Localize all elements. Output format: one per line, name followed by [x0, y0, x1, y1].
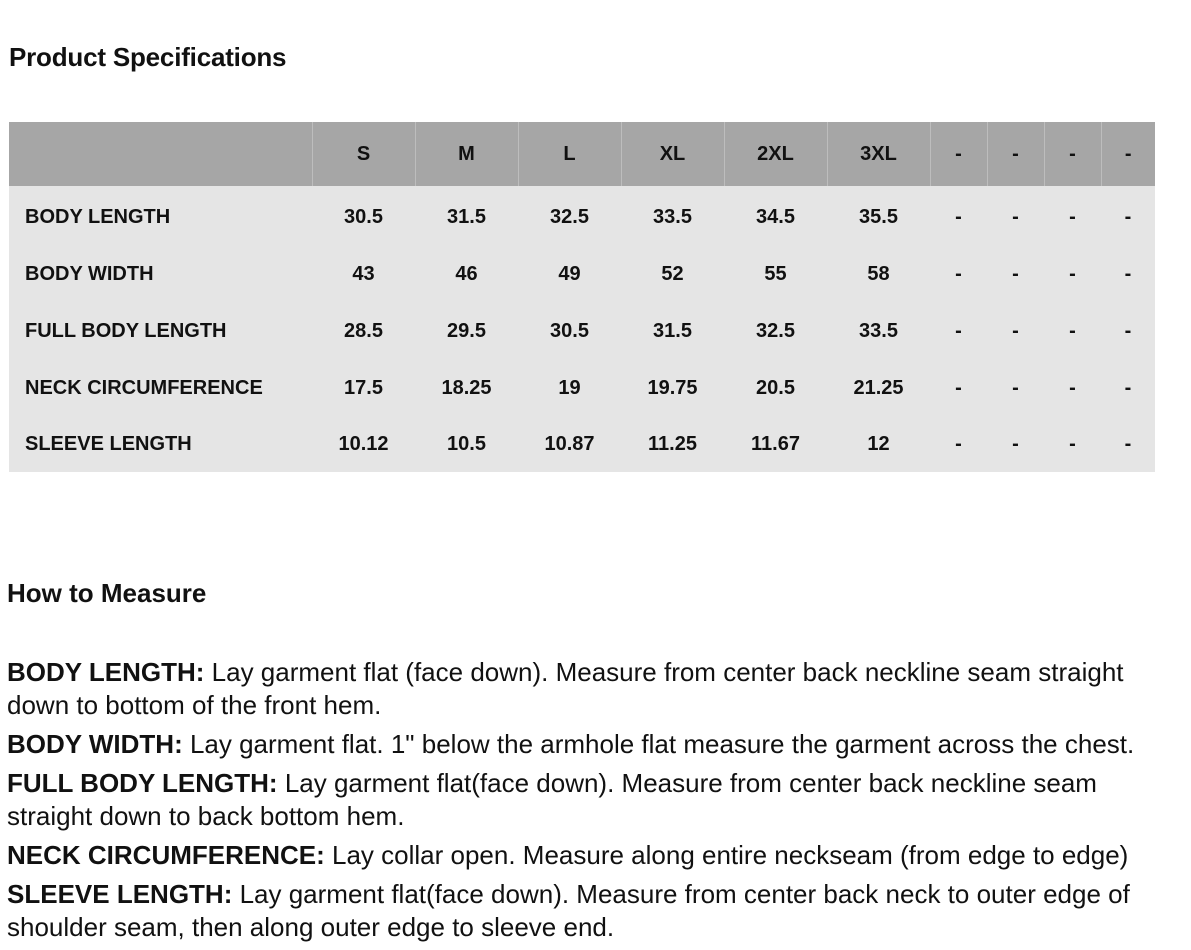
table-cell: -	[1044, 417, 1101, 472]
table-row	[9, 246, 1155, 303]
header-label-cell	[9, 122, 312, 186]
measure-instructions	[7, 656, 1187, 950]
instruction-term: SLEEVE LENGTH:	[7, 879, 233, 909]
row-label: NECK CIRCUMFERENCE	[9, 360, 312, 417]
instruction-item	[7, 839, 1187, 872]
table-cell: -	[930, 360, 987, 417]
table-cell: -	[1101, 246, 1155, 303]
instruction-text: Lay garment flat(face down). Measure from center back neckline seam straight down to back bottom hem.	[7, 768, 1097, 831]
table-cell: 12	[827, 417, 930, 472]
instruction-item	[7, 878, 1187, 944]
table-cell: -	[987, 303, 1044, 360]
instruction-term: BODY WIDTH:	[7, 729, 183, 759]
row-label: SLEEVE LENGTH	[9, 417, 312, 472]
instruction-item	[7, 656, 1187, 722]
table-cell: 46	[415, 246, 518, 303]
page-title: Product Specifications	[9, 42, 287, 72]
size-header: L	[518, 122, 621, 186]
table-cell: 32.5	[724, 303, 827, 360]
table-cell: 33.5	[621, 186, 724, 246]
table-cell: 35.5	[827, 186, 930, 246]
table-cell: 11.25	[621, 417, 724, 472]
table-cell: 10.12	[312, 417, 415, 472]
table-cell: -	[1044, 186, 1101, 246]
size-header: -	[930, 122, 987, 186]
table-cell: -	[1044, 246, 1101, 303]
table-cell: -	[1044, 303, 1101, 360]
table-cell: -	[987, 186, 1044, 246]
table-cell: -	[1101, 417, 1155, 472]
size-header: S	[312, 122, 415, 186]
spec-table	[9, 122, 1155, 472]
table-row	[9, 360, 1155, 417]
size-header-row	[9, 122, 1155, 186]
table-cell: 31.5	[415, 186, 518, 246]
table-cell: 34.5	[724, 186, 827, 246]
table-cell: 19.75	[621, 360, 724, 417]
table-cell: -	[987, 417, 1044, 472]
table-cell: 11.67	[724, 417, 827, 472]
size-header: -	[1044, 122, 1101, 186]
instruction-text: Lay garment flat(face down). Measure from center back neck to outer edge of shoulder seam, then along outer edge to sleeve end.	[7, 879, 1130, 942]
table-cell: 17.5	[312, 360, 415, 417]
size-header: XL	[621, 122, 724, 186]
size-header: -	[1101, 122, 1155, 186]
table-cell: -	[987, 360, 1044, 417]
table-cell: -	[1101, 303, 1155, 360]
table-cell: 49	[518, 246, 621, 303]
instruction-item	[7, 767, 1187, 833]
instruction-text: Lay collar open. Measure along entire neckseam (from edge to edge)	[324, 840, 1129, 870]
table-cell: 55	[724, 246, 827, 303]
table-cell: 19	[518, 360, 621, 417]
table-cell: 29.5	[415, 303, 518, 360]
instruction-text: Lay garment flat (face down). Measure from center back neckline seam straight down to bottom of the front hem.	[7, 657, 1124, 720]
section-title: How to Measure	[7, 578, 207, 608]
table-cell: 10.5	[415, 417, 518, 472]
table-cell: 32.5	[518, 186, 621, 246]
table-row	[9, 303, 1155, 360]
size-header: -	[987, 122, 1044, 186]
table-cell: -	[1044, 360, 1101, 417]
table-cell: 58	[827, 246, 930, 303]
row-label: BODY WIDTH	[9, 246, 312, 303]
size-header: 3XL	[827, 122, 930, 186]
table-cell: 10.87	[518, 417, 621, 472]
table-cell: 33.5	[827, 303, 930, 360]
table-cell: 18.25	[415, 360, 518, 417]
instruction-text: Lay garment flat. 1" below the armhole flat measure the garment across the chest.	[182, 729, 1135, 759]
size-header: M	[415, 122, 518, 186]
table-cell: -	[1101, 360, 1155, 417]
instruction-term: NECK CIRCUMFERENCE:	[7, 840, 325, 870]
table-row	[9, 417, 1155, 472]
instruction-item	[7, 728, 1187, 761]
table-cell: 43	[312, 246, 415, 303]
row-label: FULL BODY LENGTH	[9, 303, 312, 360]
table-cell: 21.25	[827, 360, 930, 417]
instruction-term: FULL BODY LENGTH:	[7, 768, 278, 798]
table-cell: -	[930, 417, 987, 472]
table-row	[9, 186, 1155, 246]
table-cell: -	[930, 303, 987, 360]
table-cell: 52	[621, 246, 724, 303]
table-cell: -	[930, 246, 987, 303]
table-cell: 30.5	[312, 186, 415, 246]
table-cell: 28.5	[312, 303, 415, 360]
row-label: BODY LENGTH	[9, 186, 312, 246]
table-cell: -	[930, 186, 987, 246]
table-cell: 31.5	[621, 303, 724, 360]
size-header: 2XL	[724, 122, 827, 186]
instruction-term: BODY LENGTH:	[7, 657, 205, 687]
table-cell: -	[1101, 186, 1155, 246]
table-cell: 20.5	[724, 360, 827, 417]
table-cell: -	[987, 246, 1044, 303]
table-cell: 30.5	[518, 303, 621, 360]
